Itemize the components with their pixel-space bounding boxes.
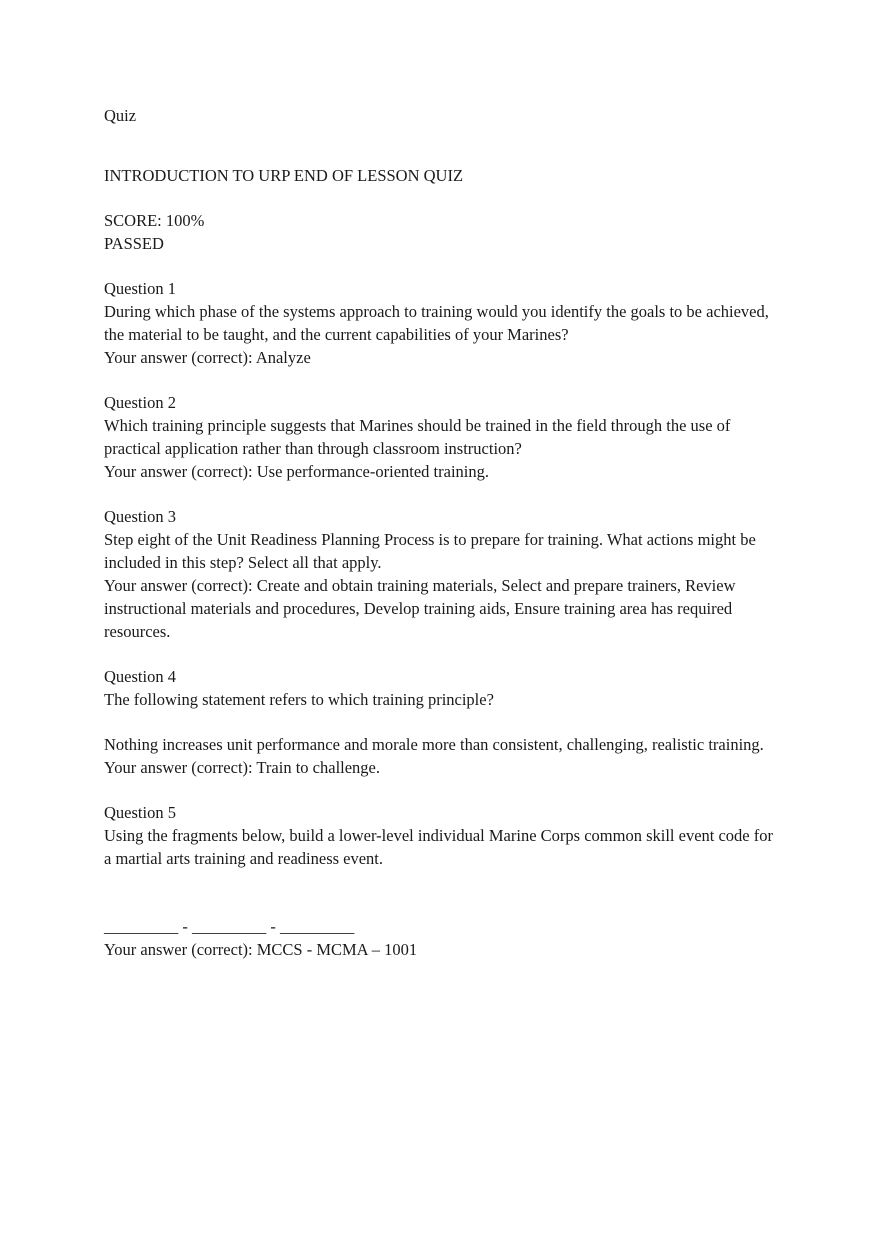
question-label: Question 4 bbox=[104, 667, 176, 686]
question-text: During which phase of the systems approach to training would you identify the goals to be achieved, the material to be taught, and the current capabilities of your Marines? bbox=[104, 302, 774, 344]
pass-status: PASSED bbox=[104, 234, 164, 253]
question-block-1 bbox=[104, 277, 784, 369]
question-quote: Nothing increases unit performance and morale more than consistent, challenging, realistic training. bbox=[104, 735, 764, 754]
quiz-document bbox=[104, 104, 784, 961]
question-answer: Your answer (correct): Train to challenge. bbox=[104, 758, 381, 777]
question-answer: Your answer (correct): Analyze bbox=[104, 348, 311, 367]
question-label: Question 2 bbox=[104, 393, 176, 412]
question-text: Step eight of the Unit Readiness Planning Process is to prepare for training. What actions might be included in this step? Select all that apply. bbox=[104, 530, 760, 572]
question-answer: Your answer (correct): Create and obtain training materials, Select and prepare trainers, Review instructional materials and procedures, Develop training aids, Ensure training area has required resources. bbox=[104, 576, 740, 641]
doc-header: Quiz bbox=[104, 106, 137, 125]
question-label: Question 1 bbox=[104, 279, 176, 298]
question-block-3 bbox=[104, 505, 784, 643]
question-answer: Your answer (correct): MCCS - MCMA – 1001 bbox=[104, 940, 418, 959]
answer-blanks: _________ - _________ - _________ bbox=[104, 917, 355, 936]
question-answer: Your answer (correct): Use performance-oriented training. bbox=[104, 462, 490, 481]
question-text: Using the fragments below, build a lower-level individual Marine Corps common skill event code for a martial arts training and readiness event. bbox=[104, 826, 778, 868]
question-label: Question 3 bbox=[104, 507, 176, 526]
question-block-2 bbox=[104, 391, 784, 483]
question-text: Which training principle suggests that Marines should be trained in the field through the use of practical application rather than through classroom instruction? bbox=[104, 416, 735, 458]
question-text: The following statement refers to which training principle? bbox=[104, 690, 494, 709]
question-label: Question 5 bbox=[104, 803, 176, 822]
question-block-4 bbox=[104, 665, 784, 779]
quiz-title: INTRODUCTION TO URP END OF LESSON QUIZ bbox=[104, 166, 464, 185]
question-block-5 bbox=[104, 801, 784, 961]
score-text: SCORE: 100% bbox=[104, 211, 205, 230]
